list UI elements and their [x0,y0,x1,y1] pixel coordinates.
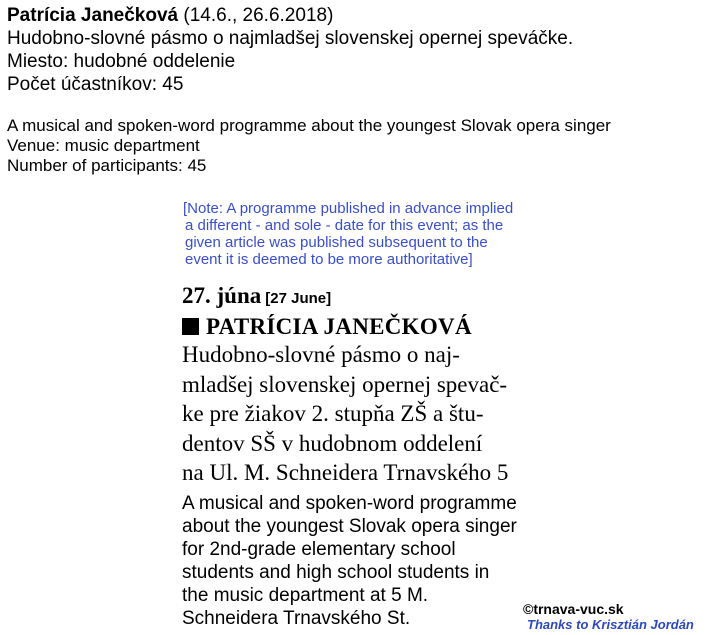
description-sk: Hudobno-slovné pásmo o najmladšej slovenskej opernej speváčke. [7,28,574,49]
translation-line: the music department at 5 M. [182,585,429,606]
thanks-credit: Thanks to Krisztián Jordán [527,617,694,632]
venue-en: Venue: music department [7,136,200,155]
note-line: [Note: A programme published in advance implied [183,200,514,217]
source-credit: ©trnava-vuc.sk [523,601,624,617]
translation-line: students and high school students in [182,562,490,583]
translation-line: Schneidera Trnavského St. [182,608,411,629]
date-translation: [27 June] [265,290,332,307]
clipping-translation [182,492,517,630]
title-line [7,4,573,27]
clipping-title: PATRÍCIA JANEČKOVÁ [206,314,472,339]
translation-line: A musical and spoken-word programme [182,493,517,514]
participants-sk: Počet účastníkov: 45 [7,74,184,95]
clipping-body-line: Hudobno-slovné pásmo o naj- [182,342,460,367]
note-line: a different - and sole - date for this event; as the [185,217,504,234]
description-en: A musical and spoken-word programme about the youngest Slovak opera singer [7,116,611,135]
clipping-body-line: ke pre žiakov 2. stupňa ZŠ a štu- [182,401,484,426]
clipping-body-line: na Ul. M. Schneidera Trnavského 5 [182,460,509,485]
note-line: event it is deemed to be more authoritative] [185,251,473,268]
event-summary-en [7,116,611,176]
clipping-body-sk [182,340,508,488]
clipping-body-line: mladšej slovenskej opernej spevač- [182,371,508,397]
participants-en: Number of participants: 45 [7,156,207,175]
editorial-note [183,200,583,268]
clipping-heading [182,314,472,340]
venue-sk: Miesto: hudobné oddelenie [7,51,236,72]
square-bullet-icon [182,318,199,335]
performer-name: Patrícia Janečková [7,5,179,26]
note-line: given article was published subsequent to the [185,234,488,251]
translation-line: for 2nd-grade elementary school [182,539,456,560]
translation-line: about the youngest Slovak opera singer [182,516,517,537]
clipping-date-line [182,283,331,309]
clipping-body-line: dentov SŠ v hudobnom oddelení [182,430,483,456]
clipping-date: 27. júna [182,283,262,308]
event-dates: (14.6., 26.6.2018) [178,5,334,26]
event-summary-sk [7,4,573,96]
